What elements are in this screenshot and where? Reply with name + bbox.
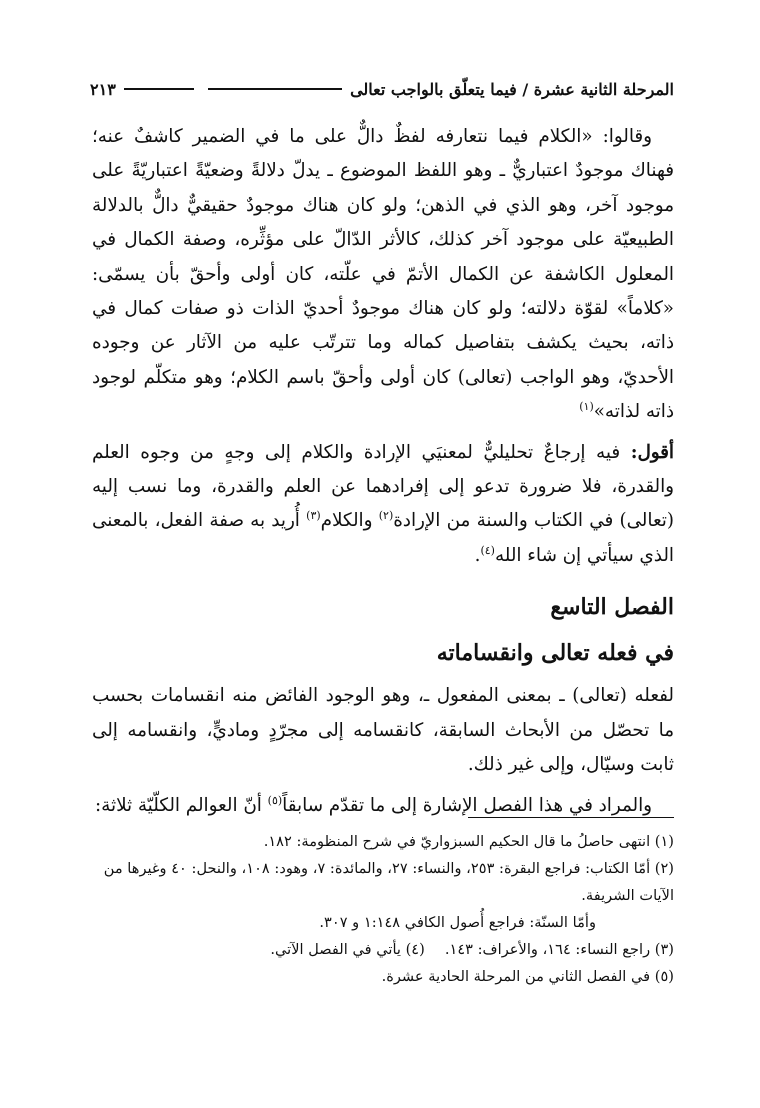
footnotes bbox=[92, 828, 674, 990]
comment-text-c: أُريد به صفة الفعل، بالمعنى الذي سيأتي إن شاء الله bbox=[92, 510, 674, 566]
worlds-text-b: أنّ العوالم الكلّيّة ثلاثة: bbox=[95, 794, 268, 816]
header-rule bbox=[208, 88, 342, 90]
main-text bbox=[92, 120, 674, 823]
page-number: ٢١٣ bbox=[90, 79, 116, 99]
comment-lead: أقول: bbox=[630, 441, 674, 463]
footnote-ref-5[interactable]: (٥) bbox=[267, 793, 283, 807]
footnote-3-4 bbox=[92, 936, 674, 963]
comment-text-end: . bbox=[474, 544, 481, 566]
footnote-3: (٣) راجع النساء: ١٦٤، والأعراف: ١٤٣. bbox=[444, 941, 674, 958]
footnote-ref-3[interactable]: (٣) bbox=[306, 509, 321, 523]
section-subtitle: في فعله تعالى وانقساماته bbox=[436, 640, 674, 667]
comment-text-a: فيه إرجاعٌ تحليليٌّ لمعنيَي الإرادة والكلام إلى وجهٍ من وجوه العلم والقدرة، فلا ضرورة تدعو إلى إفرادهما عن العلم والقدرة، وما نسب إليه (تعالى) في الكتاب والسنة من الإرادة bbox=[92, 441, 674, 532]
comment-text-b: والكلام bbox=[320, 510, 379, 532]
paragraph-divisions: لفعله (تعالى) ـ بمعنى المفعول ـ، وهو الوجود الفائض منه انقسامات بحسب ما تحصّل من الأبحاث السابقة، كانقسامه إلى مجرّدٍ وماديٍّ، وانقسامه إلى ثابت وسيّال، وإلى غير ذلك. bbox=[92, 685, 674, 776]
footnote-4: (٤) يأتي في الفصل الآتي. bbox=[270, 941, 425, 958]
footnote-ref-4[interactable]: (٤) bbox=[480, 543, 495, 557]
footnote-2-sunna: وأمّا السنّة: فراجع أُصول الكافي ١:١٤٨ و ٣٠٧. bbox=[319, 914, 596, 931]
paragraph-comment bbox=[92, 436, 674, 574]
worlds-text-a: والمراد في هذا الفصل الإشارة إلى ما تقدّم سابقاً bbox=[282, 794, 652, 816]
footnote-ref-2[interactable]: (٢) bbox=[378, 509, 394, 523]
running-header bbox=[90, 72, 674, 106]
chapter-title: المرحلة الثانية عشرة / فيما يتعلّق بالواجب تعالى bbox=[350, 79, 674, 99]
footnote-5: (٥) في الفصل الثاني من المرحلة الحادية عشرة. bbox=[381, 968, 674, 985]
header-rule-short bbox=[124, 88, 194, 90]
footnote-separator bbox=[468, 817, 674, 818]
footnote-2: (٢) أمّا الكتاب: فراجع البقرة: ٢٥٣، والنساء: ٢٧، والمائدة: ٧، وهود: ١٠٨، والنحل: ٤٠ وغيرها من الآيات الشريفة. bbox=[103, 860, 674, 904]
paragraph-quote-text: وقالوا: «الكلام فيما نتعارفه لفظٌ دالٌّ على ما في الضمير كاشفٌ عنه؛ فهناك موجودٌ اعتباريٌّ ـ وهو اللفظ الموضوع ـ يدلّ دلالةً وضعيّةً اعتباريّةً على موجود آخر، وهو الذي في الذهن؛ ولو كان هناك موجودٌ حقيقيٌّ دالٌّ بالدلالة الطبيعيّة على موجود آخر كذلك، كالأثر الدّالّ على مؤثِّره، وصفة الكمال في المعلول الكاشفة عن الكمال الأتمّ في علّته، كان أولى وأحقّ بأن يسمّى: «كلاماً» لقوّة دلالته؛ ولو كان هناك موجودٌ أحديّ الذات ذو صفات كمال في ذاته، بحيث يكشف بتفاصيل كماله وما تترتّب عليه من الآثار عن وجوده الأحديّ، وهو الواجب (تعالى) كان أولى وأحقّ باسم الكلام؛ وهو متكلّم لوجود ذاته لذاته» bbox=[92, 126, 674, 423]
footnote-1: (١) انتهى حاصلُ ما قال الحكيم السبزواريّ في شرح المنظومة: ١٨٢. bbox=[263, 833, 674, 850]
section-heading: الفصل التاسع bbox=[550, 594, 674, 621]
footnote-ref-1[interactable]: (١) bbox=[579, 400, 594, 414]
paragraph-quote bbox=[92, 120, 674, 430]
